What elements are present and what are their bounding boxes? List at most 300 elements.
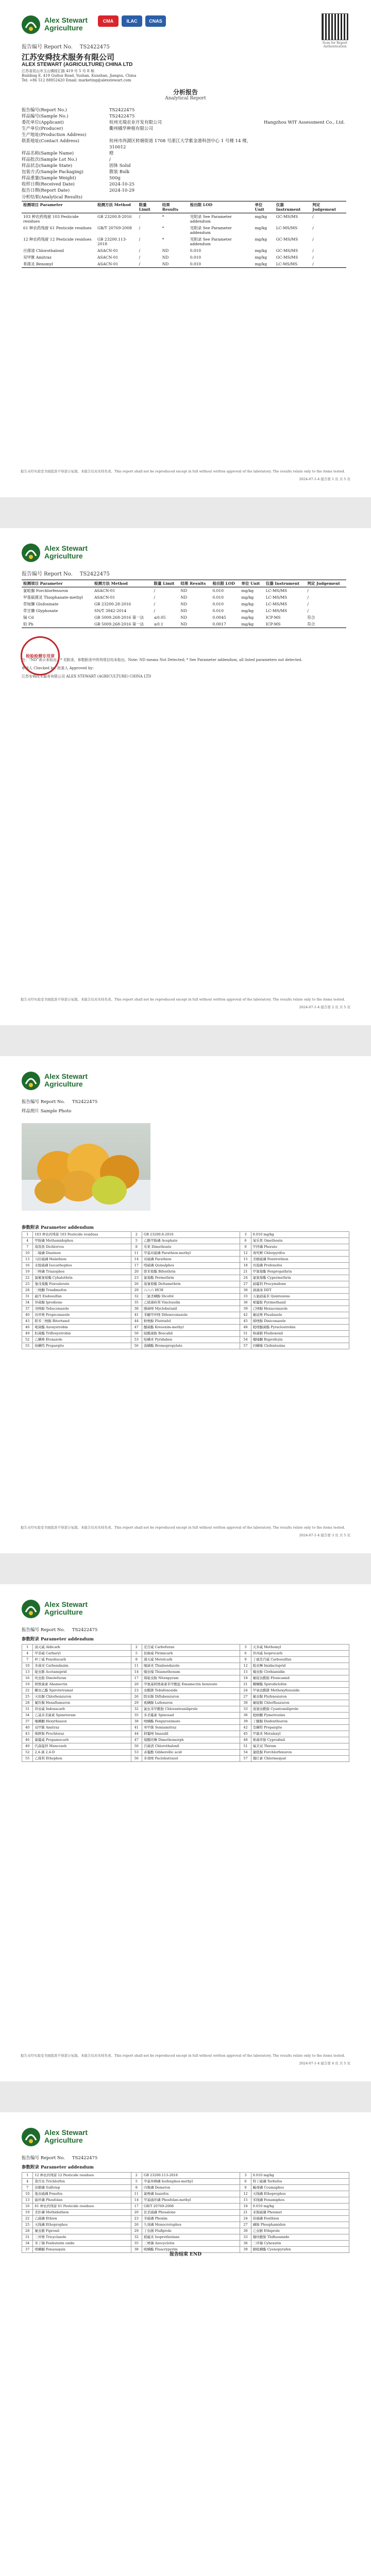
parameter-name: 烯酰吗啉 Dimethomorph <box>142 1737 240 1743</box>
table-row <box>22 1306 349 1312</box>
table-cell: 0.010 <box>212 595 224 600</box>
parameter-name: 抗蚜威 Pirimicarb <box>142 1651 240 1657</box>
row-index: 37 <box>22 1719 33 1725</box>
parameter-name: 蝇毒磷 Coumaphos <box>251 2185 349 2191</box>
table-cell: LC-MS/MS <box>265 595 288 600</box>
row-index: 29 <box>131 1287 142 1294</box>
parameter-name: 百菌清 Chlorothalonil <box>142 1743 240 1750</box>
parameter-name: 甲霜灵 Metalaxyl <box>251 1731 349 1737</box>
logo-line-1: Alex Stewart <box>44 544 88 552</box>
parameter-name: 啶虫脒 Acetamiprid <box>33 1669 131 1675</box>
table-cell: GB/T 20769-2008 <box>97 226 132 230</box>
table-cell: 见附录 See Parameter addendum <box>190 226 232 235</box>
table-row <box>22 1731 349 1737</box>
row-index: 8 <box>131 1244 142 1250</box>
table-cell: / <box>139 226 141 230</box>
column-header: 单位 Unit <box>241 581 260 586</box>
row-index: 52 <box>22 1750 33 1756</box>
company-logo <box>21 2127 124 2147</box>
table-row <box>22 1232 349 1238</box>
parameter-name: 乐果 Dimethoate <box>142 1244 240 1250</box>
table-row <box>22 1694 349 1700</box>
parameter-name: 乙酰甲胺磷 Acephate <box>142 1238 240 1244</box>
signatures: 审核人 Checked by: 批准人 Approved by: <box>22 666 94 670</box>
table-row <box>22 1700 349 1706</box>
parameter-name: 仲丁威 Fenobucarb <box>33 1657 131 1663</box>
parameter-name: 久效磷 Monocrotophos <box>142 2222 240 2228</box>
row-index: 10 <box>22 1663 33 1669</box>
parameter-name: 甲氧虫酰肼 Methoxyfenozide <box>251 1688 349 1694</box>
table-row <box>22 1238 349 1244</box>
report-page-4 <box>0 1584 371 2081</box>
official-seal: 检验检测专用章 <box>21 636 60 675</box>
row-index: 4 <box>22 2179 33 2185</box>
parameter-name: 丙溴磷 Profenofos <box>251 1263 349 1269</box>
table-cell: 双甲脒 Amitraz <box>23 255 52 260</box>
parameter-name: 甲萘威 Carbaryl <box>33 1651 131 1657</box>
row-index: 30 <box>240 1287 251 1294</box>
table-cell: ICP-MS <box>265 615 281 620</box>
parameter-name: 虫酰肼 Tebufenozide <box>142 1688 240 1694</box>
parameter-name: 烯啶虫胺 Nitenpyram <box>142 1675 240 1682</box>
parameter-name: 福美双 Thiram <box>251 1743 349 1750</box>
table-row <box>22 2185 349 2191</box>
row-index: 23 <box>131 1275 142 1281</box>
parameter-name: 甲基硫环磷 Phosfolan-methyl <box>142 2197 240 2204</box>
parameter-name: 肟菌酯 Trifloxystrobin <box>33 1331 131 1337</box>
parameter-name: 氟硅唑 Flusilazole <box>251 1312 349 1318</box>
table-cell: / <box>139 248 141 253</box>
table-row <box>22 2179 349 2185</box>
table-cell: / <box>154 588 156 593</box>
results-table <box>22 201 346 268</box>
row-index: 27 <box>240 2222 251 2228</box>
parameter-name: 己唑醇 Hexaconazole <box>251 1306 349 1312</box>
parameter-name: 三环锡 Cyhexatin <box>251 2241 349 2247</box>
logo-mark-icon <box>21 2127 41 2147</box>
row-index: 32 <box>131 1706 142 1713</box>
row-index: 30 <box>240 1700 251 1706</box>
table-cell: mg/kg <box>255 226 267 230</box>
parameter-name: 甲基异柳磷 Isofenphos-methyl <box>142 2179 240 2185</box>
row-index: 26 <box>131 1694 142 1700</box>
row-index: 56 <box>131 1756 142 1762</box>
table-row <box>22 1300 349 1306</box>
table-cell: / <box>312 255 314 260</box>
parameter-name: 氯菊酯 Permethrin <box>142 1275 240 1281</box>
row-index: 13 <box>22 2197 33 2204</box>
results-table <box>22 580 346 628</box>
info-value: 2024-10-29 <box>109 188 135 193</box>
table-cell: / <box>154 602 156 606</box>
row-index: 1 <box>22 1232 33 1238</box>
parameter-name: 四螨嗪 Clofentezine <box>251 1343 349 1349</box>
row-index: 7 <box>22 1657 33 1663</box>
parameter-name: 六六六 HCH <box>142 1287 240 1294</box>
row-index: 16 <box>22 1263 33 1269</box>
table-row <box>22 601 346 607</box>
table-cell: mg/kg <box>255 255 267 260</box>
table-cell: / <box>312 226 314 230</box>
parameter-name: 溴螨酯 Bromopropylate <box>142 1343 240 1349</box>
table-row <box>22 2234 349 2241</box>
parameter-name: 除虫脲 Diflubenzuron <box>142 1694 240 1700</box>
parameter-name: 异菌脲 Iprodione <box>33 1300 131 1306</box>
table-row <box>22 614 346 621</box>
info-label: 生产单位(Producer) <box>22 126 63 131</box>
column-header: 限量 Limit <box>139 202 150 212</box>
logo-line-2: Agriculture <box>44 1608 83 1616</box>
row-index: 51 <box>240 1331 251 1337</box>
row-index: 54 <box>240 1750 251 1756</box>
issuer: 江苏安舜技术服务有限公司 ALEX STEWART (AGRICULTURE) CHINA LTD <box>22 674 151 679</box>
page-subtitle: Analytical Report <box>165 96 206 101</box>
parameter-name: 嘧菌环胺 Cyprodinil <box>251 1737 349 1743</box>
row-index: 46 <box>22 1325 33 1331</box>
parameter-name: 乙螨唑 Etoxazole <box>33 1337 131 1343</box>
row-index: 8 <box>131 1657 142 1663</box>
table-cell: ASACN-01 <box>97 248 119 253</box>
row-index: 28 <box>22 1700 33 1706</box>
parameter-name: 灭线磷 Ethoprophos <box>251 2191 349 2197</box>
parameter-name: 咪鲜胺 Prochloraz <box>33 1731 131 1737</box>
row-index: 35 <box>131 1713 142 1719</box>
accreditation-badges <box>98 15 166 27</box>
report-page-5 <box>0 2112 371 2576</box>
logo-line-2: Agriculture <box>44 2136 83 2144</box>
parameter-name: 喹螨醚 Fenazaquin <box>33 2247 131 2253</box>
info-value: 杭州光瑞农业开发有限公司 <box>109 120 162 125</box>
table-cell: ND <box>180 622 188 626</box>
table-cell: GB 23200.28-2016 <box>94 602 131 606</box>
row-index: 53 <box>131 1337 142 1343</box>
table-cell: 103 种农药残留 103 Pesticide residues <box>23 214 79 224</box>
table-row <box>22 2173 349 2179</box>
table-cell: mg/kg <box>241 602 254 606</box>
table-cell: / <box>312 262 314 266</box>
table-row <box>22 1318 349 1325</box>
parameter-name: 103 种农药残留 103 Pesticide residues <box>33 1232 131 1238</box>
info-value: TS2422475 <box>109 114 135 119</box>
row-index: 31 <box>22 2234 33 2241</box>
info-row <box>22 157 345 163</box>
table-row <box>22 1706 349 1713</box>
logo-line-2: Agriculture <box>44 552 83 560</box>
row-index: 55 <box>22 1756 33 1762</box>
row-index: 16 <box>22 1675 33 1682</box>
parameter-name: 氯氰菊酯 Cypermethrin <box>251 1275 349 1281</box>
table-cell: 草铵膦 Glufosinate <box>23 602 59 606</box>
table-row <box>22 1675 349 1682</box>
parameter-name: 灭幼脲 Chlorbenzuron <box>33 1694 131 1700</box>
table-row <box>22 1281 349 1287</box>
row-index: 39 <box>240 2247 251 2253</box>
parameter-name: 甲氨基阿维菌素苯甲酸盐 Emamectin benzoate <box>142 1682 240 1688</box>
table-row <box>22 1269 349 1275</box>
row-index: 22 <box>22 1688 33 1694</box>
info-value: 500g <box>109 176 121 181</box>
parameter-name: 单甲脒 Semiamitraz <box>142 1725 240 1731</box>
parameter-name: 腈吡螨酯 Cyenopyrafen <box>251 2247 349 2253</box>
table-cell: / <box>154 608 156 613</box>
parameter-name: 茚虫威 Indoxacarb <box>33 1706 131 1713</box>
column-header: 仪器 Instrument <box>265 581 300 586</box>
table-cell: 12 种农药残留 12 Pesticide residues <box>23 237 92 242</box>
table-cell: / <box>139 237 141 242</box>
table-cell: / <box>307 588 309 593</box>
company-logo <box>21 1599 124 1619</box>
parameter-name: 吡唑醚菌酯 Pyraclostrobin <box>251 1325 349 1331</box>
parameter-name: 速灭威 Metolcarb <box>142 1657 240 1663</box>
row-index: 22 <box>22 1275 33 1281</box>
row-index: 37 <box>22 2247 33 2253</box>
table-row <box>22 1688 349 1694</box>
row-index: 19 <box>22 1682 33 1688</box>
row-index: 10 <box>22 1250 33 1257</box>
page-footer: 报告未经实验室书面批准不得部分复制。本报告仅对来样负责。This report shall not be reproduced except in full without written approval of the laboratory. The results relate only to the items tested. 2024-07-1-4 报告第 4 页 共 5 页 <box>21 2054 350 2065</box>
parameter-name: 咯菌腈 Fludioxonil <box>251 1331 349 1337</box>
parameter-name: GB 23200.8-2016 <box>142 1232 240 1238</box>
parameter-name: 氯吡脲 Forchlorfenuron <box>251 1750 349 1756</box>
column-header: 单位 Unit <box>255 202 264 212</box>
table-row <box>22 1250 349 1257</box>
row-index: 34 <box>22 2241 33 2247</box>
row-index: 9 <box>240 2185 251 2191</box>
info-label: 报告日期(Report Date) <box>22 188 70 193</box>
page-title: 分析报告 <box>173 89 198 96</box>
row-index: 25 <box>22 2222 33 2228</box>
report-number: 报告编号 Report No. TS2422475 <box>22 1628 98 1633</box>
table-row <box>22 261 346 268</box>
row-index: 9 <box>240 1657 251 1663</box>
table-cell: 0.010 <box>190 262 201 266</box>
row-index: 10 <box>22 2191 33 2197</box>
row-index: 8 <box>131 2185 142 2191</box>
table-cell: / <box>312 248 314 253</box>
table-cell: ASACN-01 <box>97 262 119 266</box>
parameter-name: 苯丁锡 Fenbutatin oxide <box>33 2241 131 2247</box>
row-index: 7 <box>22 1244 33 1250</box>
table-cell: 符合 <box>307 615 315 620</box>
table-row <box>22 2191 349 2197</box>
row-index: 44 <box>131 1731 142 1737</box>
parameter-name: 阿维菌素 Abamectin <box>33 1682 131 1688</box>
parameter-name: 多杀霉素 Spinosad <box>142 1713 240 1719</box>
oranges-image <box>22 1123 150 1211</box>
row-index: 6 <box>240 2179 251 2185</box>
parameter-name: 乙基多杀菌素 Spinetoram <box>33 1713 131 1719</box>
table-row <box>22 1263 349 1269</box>
row-index: 37 <box>22 1306 33 1312</box>
parameter-name: 对硫磷 Parathion <box>142 1257 240 1263</box>
row-index: 29 <box>131 2228 142 2234</box>
info-extra: Hangzhou WIT Assessment Co., Ltd. <box>264 120 345 125</box>
table-cell: GC-MS/MS <box>276 237 298 242</box>
table-row <box>22 1325 349 1331</box>
info-label: 样品批次(Sample Lot No.) <box>22 157 77 162</box>
addendum-title: 参数附录 Parameter addendum <box>22 1637 94 1642</box>
row-index: 3 <box>240 1645 251 1651</box>
info-label: 包装方式(Sample Packaging) <box>22 170 83 175</box>
parameter-name: 双甲脒 Amitraz <box>33 1725 131 1731</box>
parameter-name: 代森锰锌 Mancozeb <box>33 1743 131 1750</box>
info-value: 橙 <box>109 151 114 156</box>
table-row <box>22 1719 349 1725</box>
parameter-name: 异丙威 Isoprocarb <box>251 1651 349 1657</box>
row-index: 57 <box>240 1756 251 1762</box>
logo-mark-icon <box>21 1599 41 1619</box>
parameter-name: 马拉硫磷 Malathion <box>33 1257 131 1263</box>
row-index: 39 <box>240 1719 251 1725</box>
row-index: 52 <box>22 1337 33 1343</box>
row-index: 20 <box>131 1269 142 1275</box>
end-of-report: 报告结束 END <box>169 2252 202 2257</box>
info-row <box>22 113 345 120</box>
table-row <box>22 1682 349 1688</box>
info-value: 杭州市西湖区转塘街道 1708 号浙江大学紫金港科创中心 1 号楼 14 楼，310012 <box>109 139 251 150</box>
table-cell: / <box>312 214 314 219</box>
row-index: 46 <box>22 1737 33 1743</box>
info-label: 委托单位(Applicant) <box>22 120 64 125</box>
row-index: 33 <box>240 1294 251 1300</box>
parameter-name: 嘧霉胺 Pyrimethanil <box>251 1300 349 1306</box>
parameter-table <box>22 1231 349 1349</box>
logo-mark-icon <box>21 1071 41 1091</box>
info-row <box>22 188 345 194</box>
row-index: 45 <box>240 1318 251 1325</box>
row-index: 6 <box>240 1651 251 1657</box>
row-index: 21 <box>240 1269 251 1275</box>
qr-caption: Scan for Report Authentication <box>322 41 348 48</box>
parameter-name: 甲胺磷 Methamidophos <box>33 1238 131 1244</box>
row-index: 35 <box>131 2241 142 2247</box>
parameter-name: 毒死蜱 Chlorpyrifos <box>251 1250 349 1257</box>
parameter-name: 噻呋酰胺 Thifluzamide <box>251 2234 349 2241</box>
table-cell: * <box>162 226 164 230</box>
table-row <box>22 1244 349 1250</box>
table-cell: LC-MS/MS <box>276 226 298 230</box>
parameter-name: 三唑锡 Azocyclotin <box>142 2241 240 2247</box>
info-value: 衢州橘华种植有限公司 <box>109 126 154 131</box>
parameter-name: 噻虫胺 Clothianidin <box>251 1669 349 1675</box>
company-name-cn: 江苏安舜技术服务有限公司 <box>22 53 115 62</box>
parameter-name: 吡蚜酮 Pymetrozine <box>251 1713 349 1719</box>
row-index: 15 <box>240 2197 251 2204</box>
table-row <box>22 254 346 261</box>
parameter-name: 氯氟氰菊酯 Cyhalothrin <box>33 1275 131 1281</box>
table-cell: LC-MS/MS <box>265 608 288 613</box>
row-index: 11 <box>131 2191 142 2197</box>
parameter-name: 腈菌唑 Myclobutanil <box>142 1306 240 1312</box>
row-index: 23 <box>131 1688 142 1694</box>
table-cell: / <box>307 602 309 606</box>
row-index: 25 <box>22 1281 33 1287</box>
table-row <box>22 213 346 225</box>
result-note: 注：“ND”表示未检出。* 见附录，参数附录中所列项目均未检出。Note: ND means Not Detected; * See Parameter addendum, all listed parameters not detected. <box>22 658 302 662</box>
parameter-name: 内吸磷 Demeton <box>142 2185 240 2191</box>
report-page-2 <box>0 528 371 1025</box>
table-row <box>22 1725 349 1731</box>
table-row <box>22 587 346 595</box>
row-index: 3 <box>240 2173 251 2179</box>
parameter-name: 二嗪磷 Diazinon <box>33 1250 131 1257</box>
info-value: 固体 Solid <box>109 163 131 168</box>
parameter-name: 唑螨酯 Fenpyroximate <box>142 1719 240 1725</box>
parameter-name: 矮壮素 Chlormequat <box>251 1756 349 1762</box>
row-index: 7 <box>22 2185 33 2191</box>
parameter-name: 滴滴涕 DDT <box>251 1287 349 1294</box>
row-index: 23 <box>131 2216 142 2222</box>
row-index: 41 <box>131 1312 142 1318</box>
table-cell: ICP-MS <box>265 622 281 626</box>
parameter-name: 氯虫苯甲酰胺 Chlorantraniliprole <box>142 1706 240 1713</box>
row-index: 47 <box>131 1325 142 1331</box>
row-index: 12 <box>240 2191 251 2197</box>
column-header: 仪器 Instrument <box>276 202 301 212</box>
qr-code-icon[interactable] <box>322 13 348 40</box>
table-cell: SN/T 3942-2014 <box>94 608 127 613</box>
table-cell: mg/kg <box>241 608 254 613</box>
row-index: 20 <box>131 2210 142 2216</box>
report-number: 报告编号 Report No. TS2422475 <box>22 2156 98 2161</box>
table-row <box>22 1331 349 1337</box>
addendum-title: 参数附录 Parameter addendum <box>22 2165 94 2170</box>
info-label: 样品编号(Sample No.) <box>22 114 69 119</box>
row-index: 15 <box>240 1257 251 1263</box>
info-value <box>109 132 264 138</box>
logo-line-2: Agriculture <box>44 1080 83 1088</box>
row-index: 14 <box>131 1669 142 1675</box>
parameter-name: 多菌灵 Carbendazim <box>33 1663 131 1669</box>
cma-badge: CMA <box>98 15 119 27</box>
parameter-name: 丁醚脲 Diafenthiuron <box>251 1719 349 1725</box>
table-row <box>22 2216 349 2222</box>
row-index: 40 <box>22 1312 33 1318</box>
info-label: 样品重量(Sample Weight) <box>22 176 76 181</box>
table-cell: mg/kg <box>255 262 267 266</box>
info-label: 生产地址(Production Address) <box>22 132 87 138</box>
row-index: 21 <box>240 1682 251 1688</box>
parameter-name: 亚胺硫磷 Phosmet <box>251 2210 349 2216</box>
table-cell: ≤0.05 <box>154 615 166 620</box>
row-index: 56 <box>131 1343 142 1349</box>
row-index: 26 <box>131 2222 142 2228</box>
sample-photo <box>22 1123 150 1211</box>
parameter-name: GB 23200.113-2018 <box>142 2173 240 2179</box>
table-cell: mg/kg <box>241 615 254 620</box>
row-index: 34 <box>22 1713 33 1719</box>
row-index: 40 <box>22 1725 33 1731</box>
parameter-name: 乙烯利 Ethephon <box>33 1756 131 1762</box>
parameter-name: 螺虫乙酯 Spirotetramat <box>33 1688 131 1694</box>
table-cell: / <box>312 237 314 242</box>
info-row <box>22 107 345 113</box>
info-row <box>22 175 345 181</box>
table-row <box>22 621 346 628</box>
row-index: 9 <box>240 1244 251 1250</box>
table-row <box>22 225 346 236</box>
parameter-name: 2,4-滴 2,4-D <box>33 1750 131 1756</box>
table-cell: mg/kg <box>255 237 267 242</box>
column-header: 检测项目 Parameter <box>23 202 63 207</box>
parameter-name: 乙硫磷 Ethion <box>33 2216 131 2222</box>
table-row <box>22 1294 349 1300</box>
row-index: 39 <box>240 1306 251 1312</box>
table-cell: GC-MS/MS <box>276 248 298 253</box>
column-header: 判定 Judgement <box>312 202 336 212</box>
row-index: 53 <box>131 1750 142 1756</box>
row-index: 38 <box>131 1719 142 1725</box>
